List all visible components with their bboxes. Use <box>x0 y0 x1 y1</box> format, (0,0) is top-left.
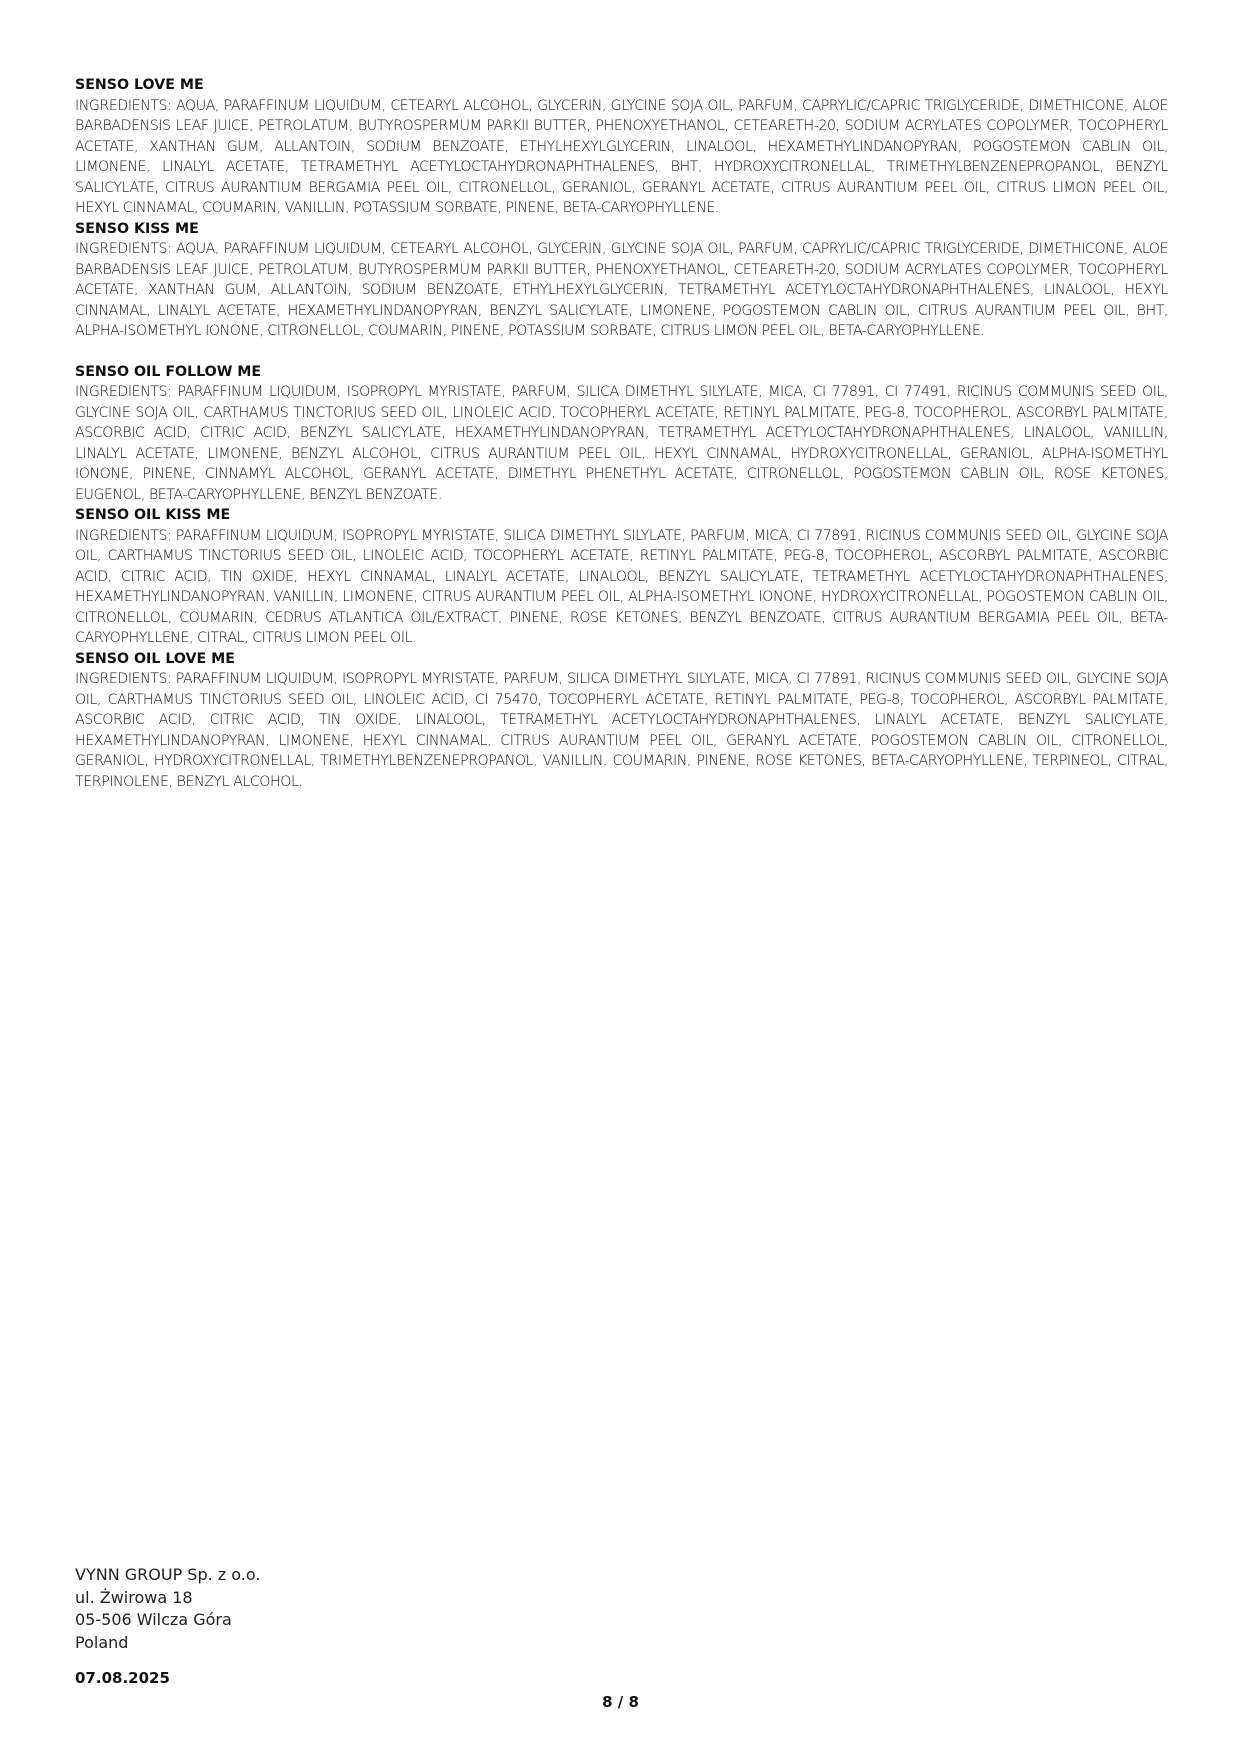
company-name: VYNN GROUP Sp. z o.o. <box>75 1565 261 1584</box>
ingredients-list: INGREDIENTS: PARAFFINUM LIQUIDUM, ISOPROPYL MYRISTATE, SILICA DIMETHYL SILYLATE, PARFUM, MICA, CI 77891, RICINUS COMMUNIS SEED OIL, GLYCINE SOJA OIL, CARTHAMUS TINCTORIUS SEED OIL, LINOLEIC ACID, TOCOPHERYL ACETATE, RETINYL PALMITATE, PEG-8, TOCOPHEROL, ASCORBYL PALMITATE, ASCORBIC ACID, CITRIC ACID, TIN OXIDE, HEXYL CINNAMAL, LINALYL ACETATE, LINALOOL, BENZYL SALICYLATE, TETRAMETHYL ACETYLOCTAHYDRONAPHTHALENES, HEXAMETHYLINDANOPYRAN, VANILLIN, LIMONENE, CITRUS AURANTIUM PEEL OIL, ALPHA-ISOMETHYL IONONE, HYDROXYCITRONELLAL, POGOSTEMON CABLIN OIL, CITRONELLOL, COUMARIN, CEDRUS ATLANTICA OIL/EXTRACT, PINENE, ROSE KETONES, BENZYL BENZOATE, CITRUS AURANTIUM BERGAMIA PEEL OIL, BETA-CARYOPHYLLENE, CITRAL, CITRUS LIMON PEEL OIL. <box>75 527 1168 646</box>
ingredients-list: INGREDIENTS: PARAFFINUM LIQUIDUM, ISOPROPYL MYRISTATE, PARFUM, SILICA DIMETHYL SILYLATE, MICA, CI 77891, CI 77491, RICINUS COMMUNIS SEED OIL, GLYCINE SOJA OIL, CARTHAMUS TINCTORIUS SEED OIL, LINOLEIC ACID, TOCOPHERYL ACETATE, RETINYL PALMITATE, PEG-8, TOCOPHEROL, ASCORBYL PALMITATE, ASCORBIC ACID, CITRIC ACID, BENZYL SALICYLATE, HEXAMETHYLINDANOPYRAN, TETRAMETHYL ACETYLOCTAHYDRONAPHTHALENES, LINALOOL, VANILLIN, LINALYL ACETATE, LIMONENE, BENZYL ALCOHOL, CITRUS AURANTIUM PEEL OIL, HEXYL CINNAMAL, HYDROXYCITRONELLAL, GERANIOL, ALPHA-ISOMETHYL IONONE, PINENE, CINNAMYL ALCOHOL, GERANYL ACETATE, DIMETHYL PHENETHYL ACETATE, CITRONELLOL, POGOSTEMON CABLIN OIL, ROSE KETONES, EUGENOL, BETA-CARYOPHYLLENE, BENZYL BENZOATE. <box>75 384 1168 503</box>
document-date: 07.08.2025 <box>75 1669 170 1687</box>
product-senso-oil-kiss-me <box>75 505 1168 649</box>
product-name: SENSO LOVE ME <box>75 77 204 93</box>
ingredients-list: INGREDIENTS: PARAFFINUM LIQUIDUM, ISOPROPYL MYRISTATE, PARFUM, SILICA DIMETHYL SILYLATE, MICA, CI 77891, RICINUS COMMUNIS SEED OIL, GLYCINE SOJA OIL, CARTHAMUS TINCTORIUS SEED OIL, LINOLEIC ACID, CI 75470, TOCOPHERYL ACETATE, RETINYL PALMITATE, PEG-8, TOCOPHEROL, ASCORBYL PALMITATE, ASCORBIC ACID, CITRIC ACID, TIN OXIDE, LINALOOL, TETRAMETHYL ACETYLOCTAHYDRONAPHTHALENES, LINALYL ACETATE, BENZYL SALICYLATE, HEXAMETHYLINDANOPYRAN, LIMONENE, HEXYL CINNAMAL, CITRUS AURANTIUM PEEL OIL, GERANYL ACETATE, POGOSTEMON CABLIN OIL, CITRONELLOL, GERANIOL, HYDROXYCITRONELLAL, TRIMETHYLBENZENEPROPANOL, VANILLIN, COUMARIN, PINENE, ROSE KETONES, BETA-CARYOPHYLLENE, TERPINEOL, CITRAL, TERPINOLENE, BENZYL ALCOHOL. <box>75 671 1168 790</box>
product-senso-love-me <box>75 75 1168 219</box>
document-body <box>75 75 1168 792</box>
address-city: 05-506 Wilcza Góra <box>75 1610 232 1629</box>
product-name: SENSO OIL LOVE ME <box>75 650 235 667</box>
company-address <box>75 1564 260 1654</box>
address-street: ul. Żwirowa 18 <box>75 1587 193 1607</box>
product-name: SENSO OIL KISS ME <box>75 507 231 523</box>
product-name: SENSO OIL FOLLOW ME <box>75 363 262 380</box>
ingredients-list: INGREDIENTS: AQUA, PARAFFINUM LIQUIDUM, CETEARYL ALCOHOL, GLYCERIN, GLYCINE SOJA OIL, PARFUM, CAPRYLIC/CAPRIC TRIGLYCERIDE, DIMETHICONE, ALOE BARBADENSIS LEAF JUICE, PETROLATUM, BUTYROSPERMUM PARKII BUTTER, PHENOXYETHANOL, CETEARETH-20, SODIUM ACRYLATES COPOLYMER, TOCOPHERYL ACETATE, XANTHAN GUM, ALLANTOIN, SODIUM BENZOATE, ETHYLHEXYLGLYCERIN, LINALOOL, HEXAMETHYLINDANOPYRAN, POGOSTEMON CABLIN OIL, LIMONENE, LINALYL ACETATE, TETRAMETHYL ACETYLOCTAHYDRONAPHTHALENES, BHT, HYDROXYCITRONELLAL, TRIMETHYLBENZENEPROPANOL, BENZYL SALICYLATE, CITRUS AURANTIUM BERGAMIA PEEL OIL, CITRONELLOL, GERANIOL, GERANYL ACETATE, CITRUS AURANTIUM PEEL OIL, CITRUS LIMON PEEL OIL, HEXYL CINNAMAL, COUMARIN, VANILLIN, POTASSIUM SORBATE, PINENE, BETA-CARYOPHYLLENE. <box>75 97 1168 216</box>
product-name: SENSO KISS ME <box>75 220 199 237</box>
ingredients-list: INGREDIENTS: AQUA, PARAFFINUM LIQUIDUM, CETEARYL ALCOHOL, GLYCERIN, GLYCINE SOJA OIL, PARFUM, CAPRYLIC/CAPRIC TRIGLYCERIDE, DIMETHICONE, ALOE BARBADENSIS LEAF JUICE, PETROLATUM, BUTYROSPERMUM PARKII BUTTER, PHENOXYETHANOL, CETEARETH-20, SODIUM ACRYLATES COPOLYMER, TOCOPHERYL ACETATE, XANTHAN GUM, ALLANTOIN, SODIUM BENZOATE, ETHYLHEXYLGLYCERIN, TETRAMETHYL ACETYLOCTAHYDRONAPHTHALENES, LINALOOL, HEXYL CINNAMAL, LINALYL ACETATE, HEXAMETHYLINDANOPYRAN, BENZYL SALICYLATE, LIMONENE, POGOSTEMON CABLIN OIL, CITRUS AURANTIUM PEEL OIL, BHT, ALPHA-ISOMETHYL IONONE, CITRONELLOL, COUMARIN, PINENE, POTASSIUM SORBATE, CITRUS LIMON PEEL OIL, BETA-CARYOPHYLLENE. <box>75 241 1168 339</box>
product-senso-oil-love-me <box>75 649 1168 793</box>
product-senso-kiss-me <box>75 219 1168 342</box>
address-country: Poland <box>75 1632 129 1652</box>
product-senso-oil-follow-me <box>75 362 1168 506</box>
page-number: 8 / 8 <box>602 1693 639 1711</box>
